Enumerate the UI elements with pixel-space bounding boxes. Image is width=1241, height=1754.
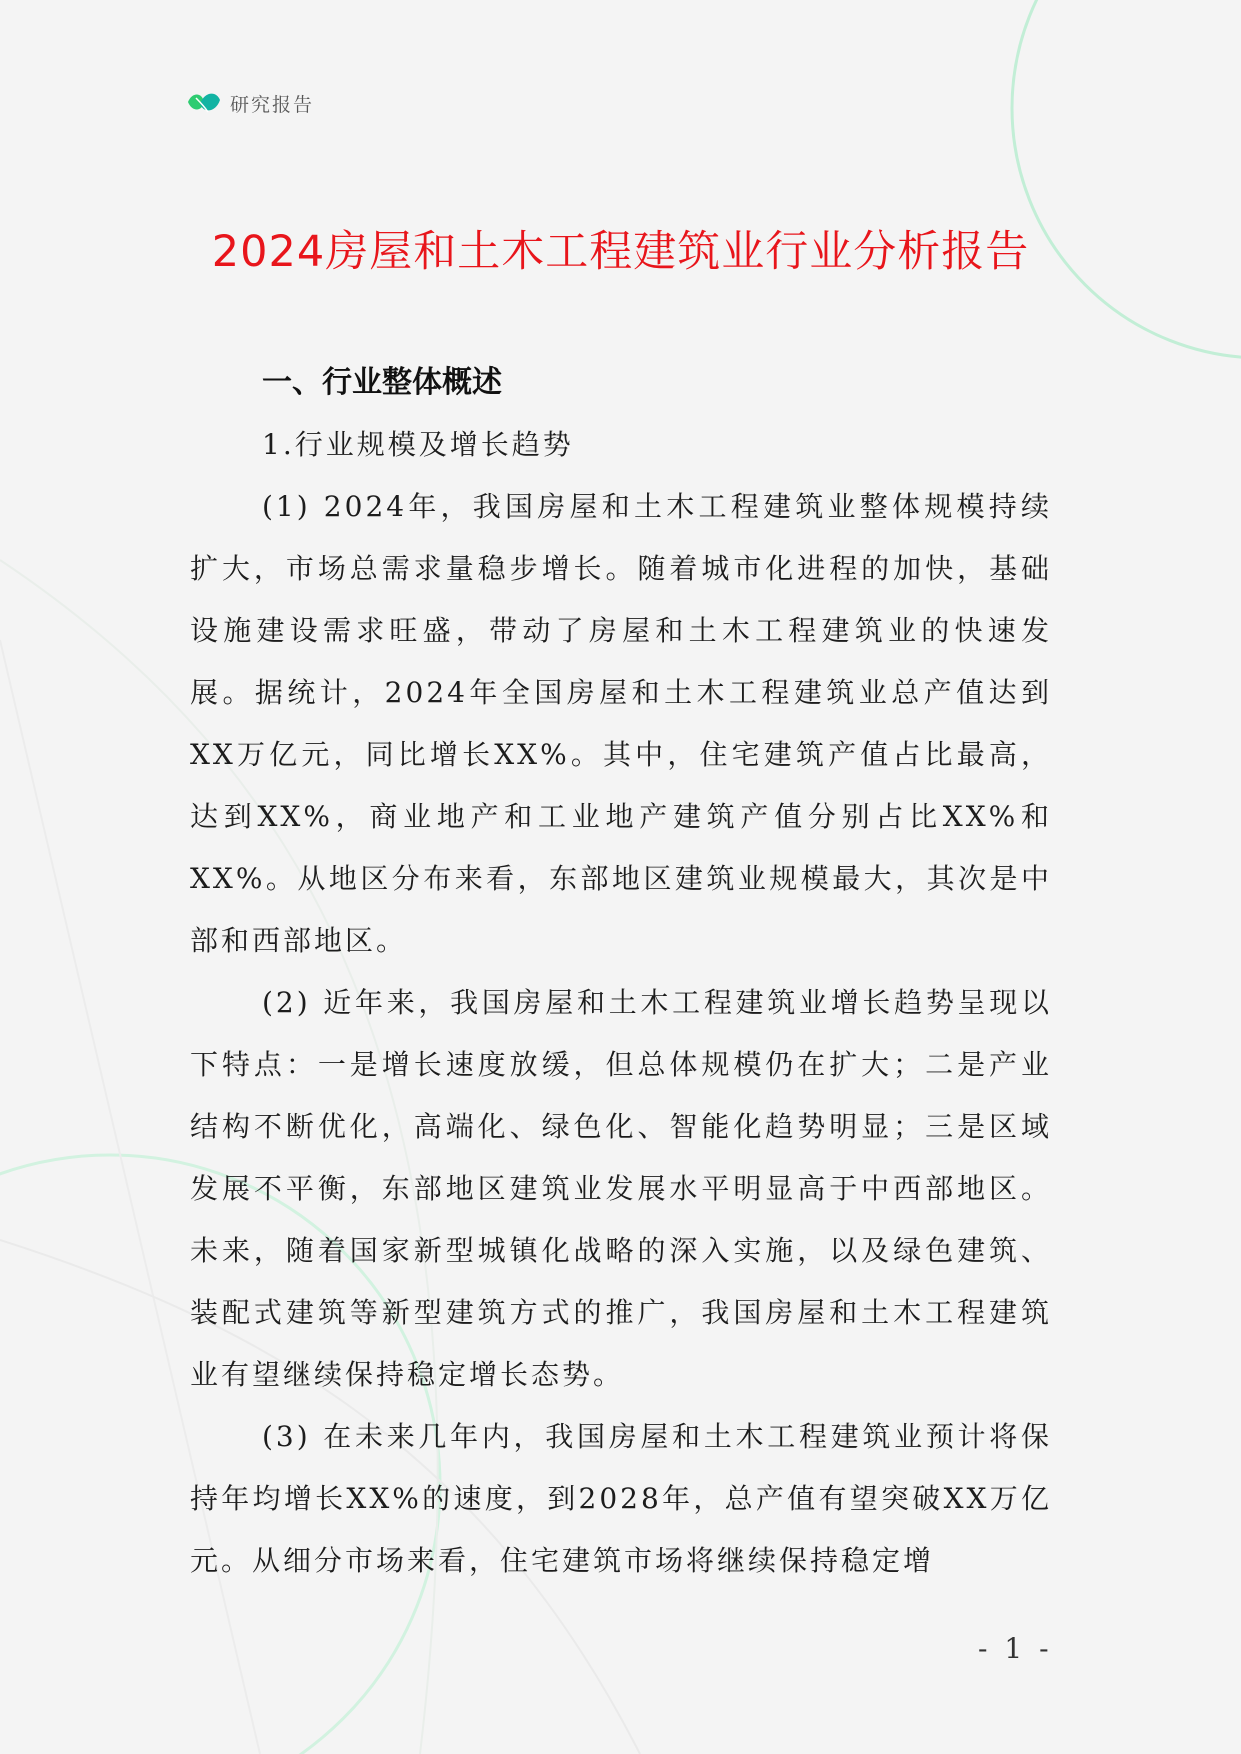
document-body [190, 352, 1052, 1592]
paragraph-2: (2) 近年来，我国房屋和土木工程建筑业增长趋势呈现以下特点：一是增长速度放缓，但总体规模仍在扩大；二是产业结构不断优化，高端化、绿色化、智能化趋势明显；三是区域发展不平衡，东部地区建筑业发展水平明显高于中西部地区。未来，随着国家新型城镇化战略的深入实施，以及绿色建筑、装配式建筑等新型建筑方式的推广，我国房屋和土木工程建筑业有望继续保持稳定增长态势。 [190, 986, 1052, 1391]
section-heading: 一、行业整体概述 [262, 365, 502, 400]
report-header [186, 88, 314, 118]
leaf-logo-icon [186, 88, 222, 118]
subsection-heading: 1.行业规模及增长趋势 [262, 428, 574, 461]
paragraph-1: (1) 2024年，我国房屋和土木工程建筑业整体规模持续扩大，市场总需求量稳步增长。随着城市化进程的加快，基础设施建设需求旺盛，带动了房屋和土木工程建筑业的快速发展。据统计，2024年全国房屋和土木工程建筑业总产值达到XX万亿元，同比增长XX%。其中，住宅建筑产值占比最高，达到XX%，商业地产和工业地产建筑产值分别占比XX%和XX%。从地区分布来看，东部地区建筑业规模最大，其次是中部和西部地区。 [190, 490, 1052, 957]
report-title: 2024房屋和土木工程建筑业行业分析报告 [211, 227, 1030, 277]
page-number: - 1 - [978, 1632, 1053, 1665]
header-label: 研究报告 [230, 93, 315, 116]
paragraph-3: (3) 在未来几年内，我国房屋和土木工程建筑业预计将保持年均增长XX%的速度，到2028年，总产值有望突破XX万亿元。从细分市场来看，住宅建筑市场将继续保持稳定增 [190, 1420, 1052, 1577]
